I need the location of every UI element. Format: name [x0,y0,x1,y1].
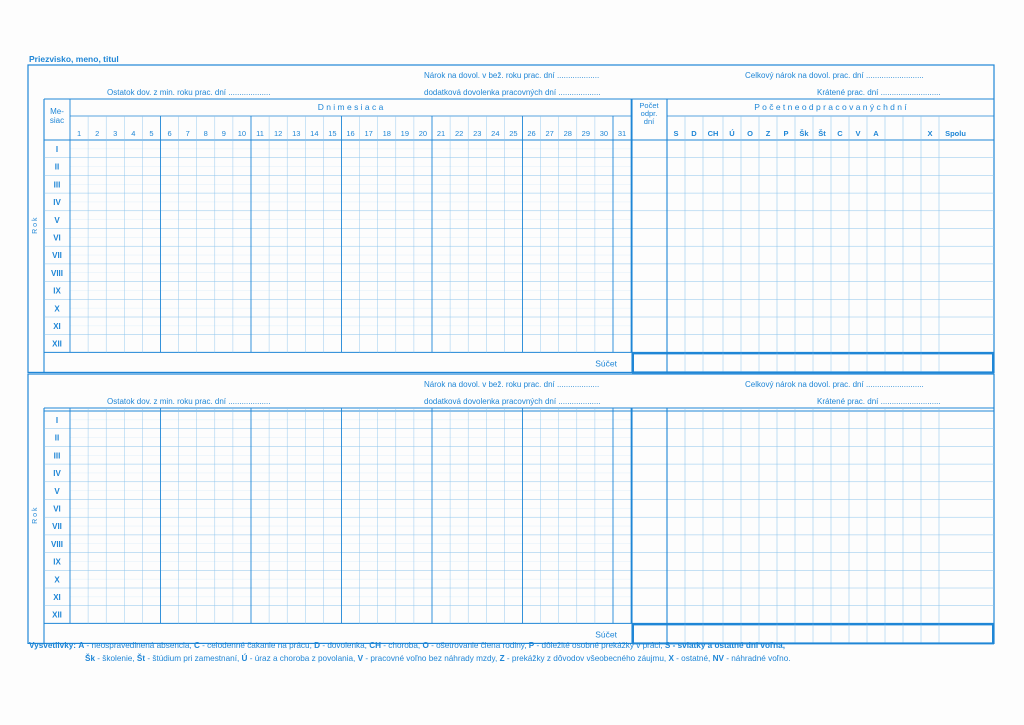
field-narok: Nárok na dovol. v bež. roku prac. dní ................... [424,380,600,389]
legend-description: - školenie, [95,653,137,663]
month-label: X [54,575,60,585]
month-label: IX [53,557,61,567]
code-label: Št [818,129,826,138]
day-number: 18 [382,129,391,138]
sum-label: Súčet [595,629,617,640]
legend-code: A [78,641,85,650]
day-number: 21 [436,129,446,138]
legend-description: - choroba, [381,641,423,650]
day-number: 17 [364,129,373,138]
day-number: 12 [273,129,283,138]
legend-line-1 [78,641,785,650]
day-number: 6 [167,129,172,138]
legend-title: Vysvetlivky: [29,641,77,650]
month-label: III [53,180,61,190]
legend-description: - ostatné, [673,653,713,663]
legend-code: C [193,641,200,650]
day-number: 8 [203,129,208,138]
day-number: 26 [527,129,536,138]
day-number: 27 [545,129,554,138]
month-header: siac [49,116,65,125]
day-number: 29 [581,129,591,138]
code-label: V [855,129,861,138]
day-number: 9 [221,129,226,138]
legend-code: P [528,641,535,650]
day-number: 22 [454,129,464,138]
day-number: 24 [491,129,500,138]
code-label: Spolu [945,129,966,138]
day-number: 30 [599,129,609,138]
day-number: 25 [509,129,518,138]
field-celkovy: Celkový nárok na dovol. prac. dní .......................... [745,71,924,80]
day-number: 19 [400,129,410,138]
month-label: V [54,486,60,496]
code-label: P [783,129,789,138]
day-number: 3 [113,129,118,138]
legend-description: - náhradné voľno. [723,653,791,663]
month-label: II [54,433,60,443]
code-label: X [927,129,933,138]
legend-code: NV [712,653,724,663]
days-header: D n i m e s i a c a [317,102,384,112]
month-label: XII [52,610,62,620]
legend-code: Št [136,653,146,663]
field-dodatkova: dodatková dovolenka pracovných dní ................... [424,88,601,97]
day-number: 1 [76,129,82,138]
day-number: 23 [473,129,482,138]
code-label: Ú [729,129,735,138]
day-number: 14 [310,129,319,138]
rok-label: R o k [32,507,39,524]
field-narok: Nárok na dovol. v bež. roku prac. dní ................... [424,71,600,80]
day-number: 13 [292,129,301,138]
legend-code: X [668,653,674,663]
count-header: odpr. [640,109,658,118]
legend-code: Ú [241,653,248,663]
legend-description: - celodenné čakanie na prácu, [199,641,315,650]
legend-description: - neospravedlnená absencia, [84,641,194,650]
legend-description: - prekážky z dôvodov všeobecného záujmu, [504,653,669,663]
month-label: IV [53,198,61,208]
legend-description: - štúdium pri zamestnaní, [145,653,242,663]
field-kratene: Krátené prac. dní ........................... [817,88,941,97]
legend [29,640,999,665]
month-label: XI [53,593,61,602]
code-label: S [673,129,679,138]
day-number: 11 [256,129,264,138]
legend-description: - sviatky a ostatné dni voľna, [670,641,785,650]
legend-description: - dovolenka, [320,641,370,650]
field-dodatkova: dodatková dovolenka pracovných dní ................... [424,397,601,406]
legend-code: CH [369,641,382,650]
code-label: C [837,129,843,138]
month-label: XII [52,339,62,349]
field-ostatok: Ostatok dov. z min. roku prac. dní ................... [107,88,271,97]
sum-label: Súčet [595,358,617,369]
legend-code: Z [499,653,505,663]
day-number: 2 [95,129,100,138]
month-label: VIII [50,539,64,549]
field-ostatok: Ostatok dov. z min. roku prac. dní ................... [107,397,271,406]
legend-description: - pracovné voľno bez náhrady mzdy, [363,653,500,663]
month-label: IV [53,469,61,479]
legend-code: D [314,641,321,650]
legend-description: - úraz a choroba z povolania, [247,653,358,663]
day-number: 31 [617,129,627,138]
month-header: Me- [50,107,64,116]
day-number: 5 [149,129,154,138]
month-label: II [54,162,60,172]
day-number: 16 [346,129,355,138]
code-label: Šk [799,129,809,138]
count-header: dní [643,117,655,126]
code-label: A [873,129,879,138]
month-label: XI [53,322,61,331]
legend-code: S [664,641,671,650]
month-label: I [55,145,59,154]
day-number: 4 [131,129,136,138]
code-label: D [691,129,697,138]
month-label: VI [53,233,61,243]
month-label: VII [52,522,62,532]
count-header: Počet [639,101,659,110]
month-label: I [55,416,59,425]
legend-description: - ošetrovanie člena rodiny, [428,641,529,650]
month-label: V [54,215,60,225]
legend-line-2 [29,653,999,666]
day-number: 7 [185,129,190,138]
legend-code: O [422,641,429,650]
field-celkovy: Celkový nárok na dovol. prac. dní .......................... [745,380,924,389]
code-label: Z [765,129,771,138]
field-kratene: Krátené prac. dní ........................... [817,397,941,406]
code-label: CH [707,129,719,138]
month-label: IX [53,286,61,296]
name-field-label: Priezvisko, meno, titul [29,54,119,64]
legend-code: Šk [85,653,96,663]
legend-code: V [357,653,364,663]
month-label: VII [52,251,62,261]
unworked-header: P o č e t n e o d p r a c o v a n ý c h d n í [754,102,907,112]
month-label: III [53,451,61,461]
month-label: VI [53,504,61,514]
month-label: X [54,304,60,314]
day-number: 10 [237,129,247,138]
rok-label: R o k [32,217,39,234]
legend-description: - dôležité osobné prekážky v práci, [534,641,665,650]
day-number: 20 [418,129,428,138]
day-number: 15 [328,129,337,138]
month-label: VIII [50,268,64,278]
code-label: O [747,129,753,138]
day-number: 28 [563,129,572,138]
